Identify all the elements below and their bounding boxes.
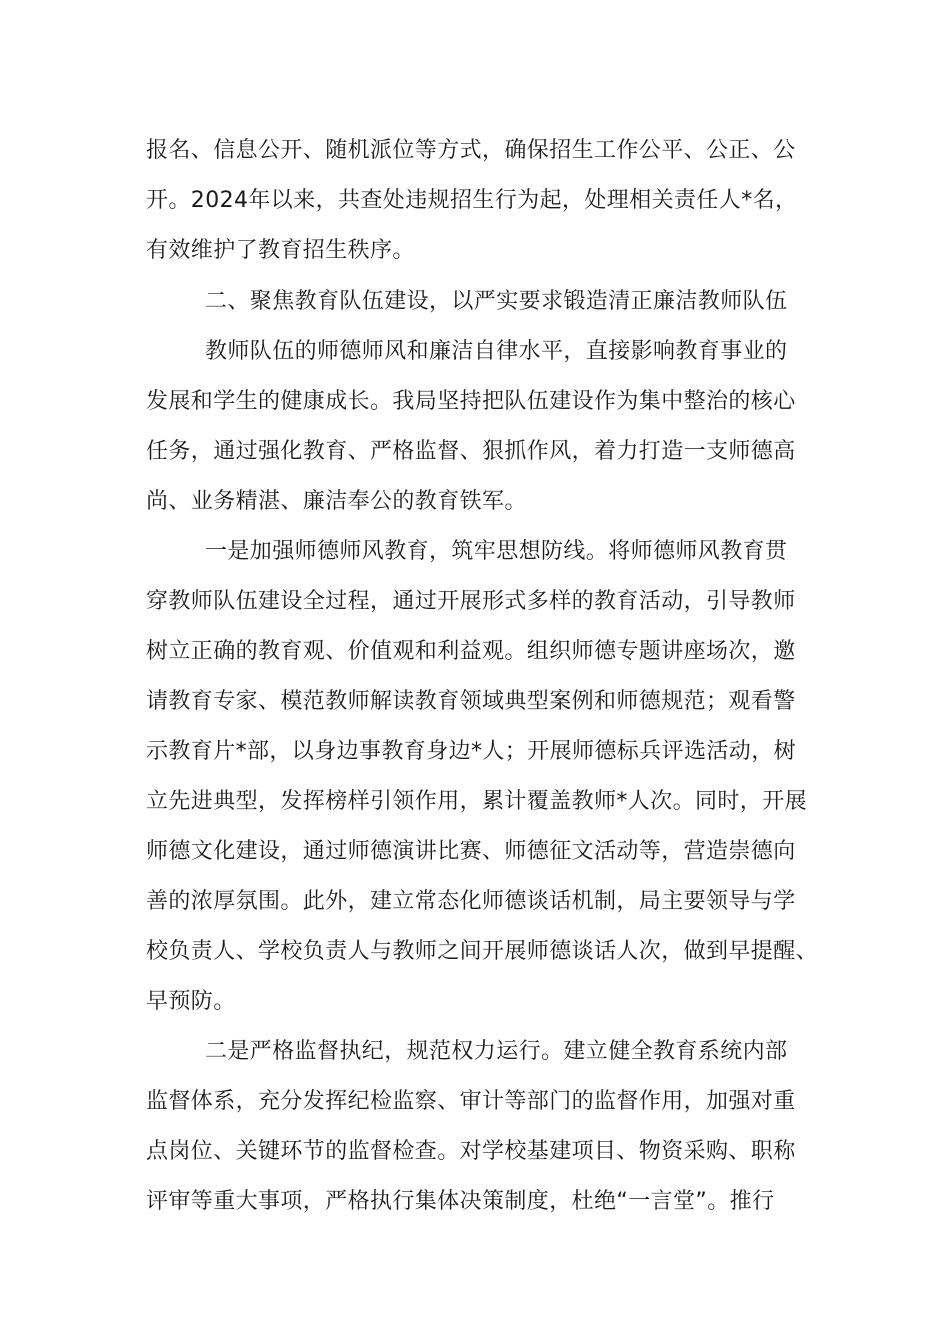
paragraph-line: 报名、信息公开、随机派位等方式，确保招生工作公平、公正、公: [146, 138, 796, 163]
paragraph-line: 有效维护了教育招生秩序。: [146, 238, 415, 263]
paragraph-line: 一是加强师德师风教育，筑牢思想防线。将师德师风教育贯: [205, 539, 788, 564]
paragraph-line: 点岗位、关键环节的监督检查。对学校基建项目、物资采购、职称: [146, 1139, 796, 1164]
paragraph-line: 立先进典型，发挥榜样引领作用，累计覆盖教师*人次。同时，开展: [146, 789, 808, 814]
paragraph-line: 善的浓厚氛围。此外，建立常态化师德谈话机制，局主要领导与学: [146, 889, 796, 914]
paragraph-line: 请教育专家、模范教师解读教育领域典型案例和师德规范；观看警: [146, 689, 796, 714]
paragraph-line: 教师队伍的师德师风和廉洁自律水平，直接影响教育事业的: [205, 339, 788, 364]
paragraph-line: 校负责人、学校负责人与教师之间开展师德谈话人次，做到早提醒、: [146, 939, 819, 964]
paragraph-line: 二是严格监督执纪，规范权力运行。建立健全教育系统内部: [205, 1039, 788, 1064]
paragraph-line: 发展和学生的健康成长。我局坚持把队伍建设作为集中整治的核心: [146, 389, 796, 414]
paragraph-line: 尚、业务精湛、廉洁奉公的教育铁军。: [146, 489, 527, 514]
paragraph-line: 师德文化建设，通过师德演讲比赛、师德征文活动等，营造崇德向: [146, 839, 796, 864]
paragraph-line: 监督体系，充分发挥纪检监察、审计等部门的监督作用，加强对重: [146, 1089, 796, 1114]
paragraph-line: 开。2024年以来，共查处违规招生行为起，处理相关责任人*名，: [146, 188, 798, 213]
paragraph-line: 树立正确的教育观、价值观和利益观。组织师德专题讲座场次，邀: [146, 639, 796, 664]
paragraph-line: 任务，通过强化教育、严格监督、狠抓作风，着力打造一支师德高: [146, 439, 796, 464]
paragraph-line: 早预防。: [146, 989, 236, 1014]
section-heading: 二、聚焦教育队伍建设，以严实要求锻造清正廉洁教师队伍: [205, 289, 788, 314]
paragraph-line: 示教育片*部，以身边事教育身边*人；开展师德标兵评选活动，树: [146, 739, 797, 764]
paragraph-line: 评审等重大事项，严格执行集体决策制度，杜绝“一言堂”。推行: [146, 1189, 775, 1214]
paragraph-line: 穿教师队伍建设全过程，通过开展形式多样的教育活动，引导教师: [146, 589, 796, 614]
